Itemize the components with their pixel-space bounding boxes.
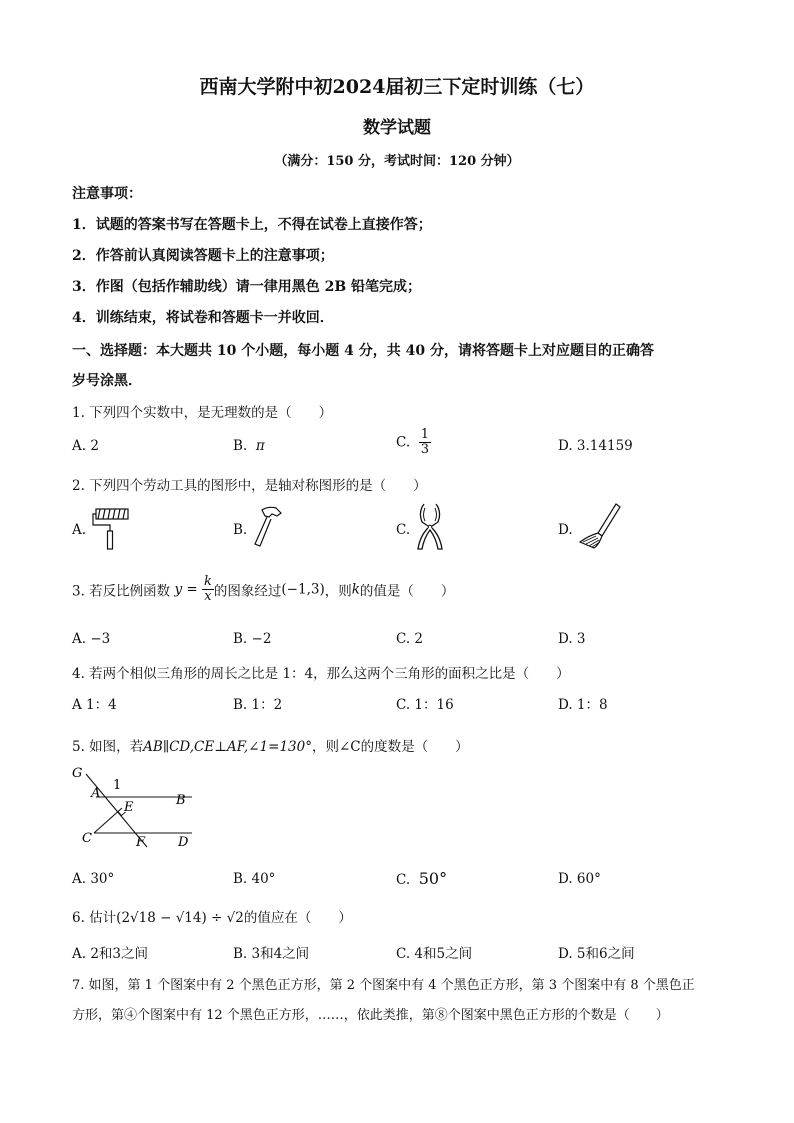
note-item: 3．作图（包括作辅助线）请一律用黑色 2B 铅笔完成； <box>72 279 422 295</box>
fraction-denominator: x <box>204 589 212 604</box>
q5-option-c-label: C. <box>396 872 411 888</box>
broom-icon <box>578 502 624 550</box>
q1-option-b <box>233 438 265 454</box>
label-e: E <box>124 800 134 815</box>
q1-option-c <box>396 428 431 457</box>
section-heading-cont: 岁号涂黑． <box>72 373 142 389</box>
exam-meta: （满分：150 分，考试时间：120 分钟） <box>274 154 520 169</box>
q4-option-d: D. 1：8 <box>558 697 608 713</box>
q3-option-b: B. −2 <box>233 631 272 647</box>
q3-prefix: 3. 若反比例函数 <box>72 583 171 600</box>
fraction-numerator: 1 <box>420 427 430 442</box>
q5-math: AB∥CD,CE⊥AF,∠1=130° <box>143 739 312 755</box>
label-d: D <box>178 835 189 850</box>
q2-option-a: A. <box>72 522 87 538</box>
q2-option-c: C. <box>396 522 411 538</box>
q5-geometry-figure <box>72 764 202 854</box>
q6-suffix: 的值应在（ ） <box>243 910 352 926</box>
question-3-stem <box>72 575 454 604</box>
q3-fraction <box>202 575 214 604</box>
q1-option-c-fraction <box>419 428 431 457</box>
q5-option-c-value: 50° <box>418 869 448 888</box>
q5-suffix: ，则∠C的度数是（ ） <box>311 739 469 755</box>
q2-option-b: B. <box>233 522 248 538</box>
q3-option-c: C. 2 <box>396 631 424 647</box>
q3-option-d: D. 3 <box>558 631 586 647</box>
question-7-stem-line2: 方形，第④个图案中有 12 个黑色正方形，……，依此类推，第⑧个图案中黑色正方形的个数是（ ） <box>72 1008 669 1023</box>
q1-option-b-value: π <box>255 438 265 454</box>
q6-prefix: 6. 估计 <box>72 910 117 926</box>
fraction-denominator: 3 <box>420 442 430 457</box>
q6-option-b: B. 3和4之间 <box>233 946 310 962</box>
q3-suffix: 的值是（ ） <box>359 583 455 600</box>
q1-option-b-label: B. <box>233 438 248 454</box>
hammer-icon <box>252 504 286 552</box>
q6-expression: (2√18 − √14) ÷ √2 <box>116 910 244 926</box>
label-f: F <box>136 835 146 850</box>
q1-option-d: D. 3.14159 <box>558 438 633 454</box>
q4-option-a: A 1：4 <box>72 697 117 713</box>
question-7-stem-line1: 7. 如图，第 1 个图案中有 2 个黑色正方形，第 2 个图案中有 4 个黑色正方形，第 3 个图案中有 8 个黑色正 <box>72 978 695 993</box>
question-1-stem: 1. 下列四个实数中，是无理数的是（ ） <box>72 405 333 421</box>
q1-option-c-label: C. <box>396 434 411 451</box>
label-g: G <box>72 766 83 781</box>
label-angle-1: 1 <box>113 778 122 793</box>
q4-option-c: C. 1：16 <box>396 697 454 713</box>
q6-option-d: D. 5和6之间 <box>558 946 635 962</box>
question-6-stem <box>72 906 352 926</box>
q6-option-a: A. 2和3之间 <box>72 946 149 962</box>
q5-prefix: 5. 如图，若 <box>72 739 144 755</box>
q6-option-c: C. 4和5之间 <box>396 946 473 962</box>
q5-option-b: B. 40° <box>233 871 276 887</box>
note-item: 2．作答前认真阅读答题卡上的注意事项； <box>72 248 334 264</box>
q5-option-d: D. 60° <box>558 871 601 887</box>
question-5-stem <box>72 735 469 755</box>
scissors-icon <box>414 502 446 552</box>
q2-option-d: D. <box>558 522 573 538</box>
exam-title: 西南大学附中初2024届初三下定时训练（七） <box>199 76 595 98</box>
note-item: 1．试题的答案书写在答题卡上，不得在试卷上直接作答； <box>72 217 432 233</box>
q4-option-b: B. 1：2 <box>233 697 283 713</box>
fraction-numerator: k <box>204 574 212 589</box>
q3-equals: = <box>186 581 198 598</box>
q3-option-a: A. −3 <box>72 631 111 647</box>
exam-subject: 数学试题 <box>363 118 431 138</box>
question-4-stem: 4. 若两个相似三角形的周长之比是 1：4，那么这两个三角形的面积之比是（ ） <box>72 666 570 682</box>
q3-point: (−1,3) <box>281 581 325 598</box>
q5-option-a: A. 30° <box>72 871 115 887</box>
q5-option-c <box>396 869 447 888</box>
q3-k: k <box>351 581 360 598</box>
q3-mid2: ，则 <box>324 583 352 600</box>
paint-roller-icon <box>92 507 132 551</box>
q1-option-a: A. 2 <box>72 438 99 454</box>
q3-y: y <box>174 581 183 598</box>
label-a: A <box>91 786 101 801</box>
section-heading: 一、选择题：本大题共 10 个小题，每小题 4 分，共 40 分，请将答题卡上对应题目的正确答 <box>72 343 654 359</box>
label-b: B <box>176 793 186 808</box>
label-c: C <box>82 831 92 846</box>
notes-heading: 注意事项： <box>72 186 142 202</box>
note-item: 4．训练结束，将试卷和答题卡一并收回． <box>72 310 334 326</box>
q3-mid: 的图象经过 <box>213 583 282 600</box>
question-2-stem: 2. 下列四个劳动工具的图形中，是轴对称图形的是（ ） <box>72 478 427 494</box>
